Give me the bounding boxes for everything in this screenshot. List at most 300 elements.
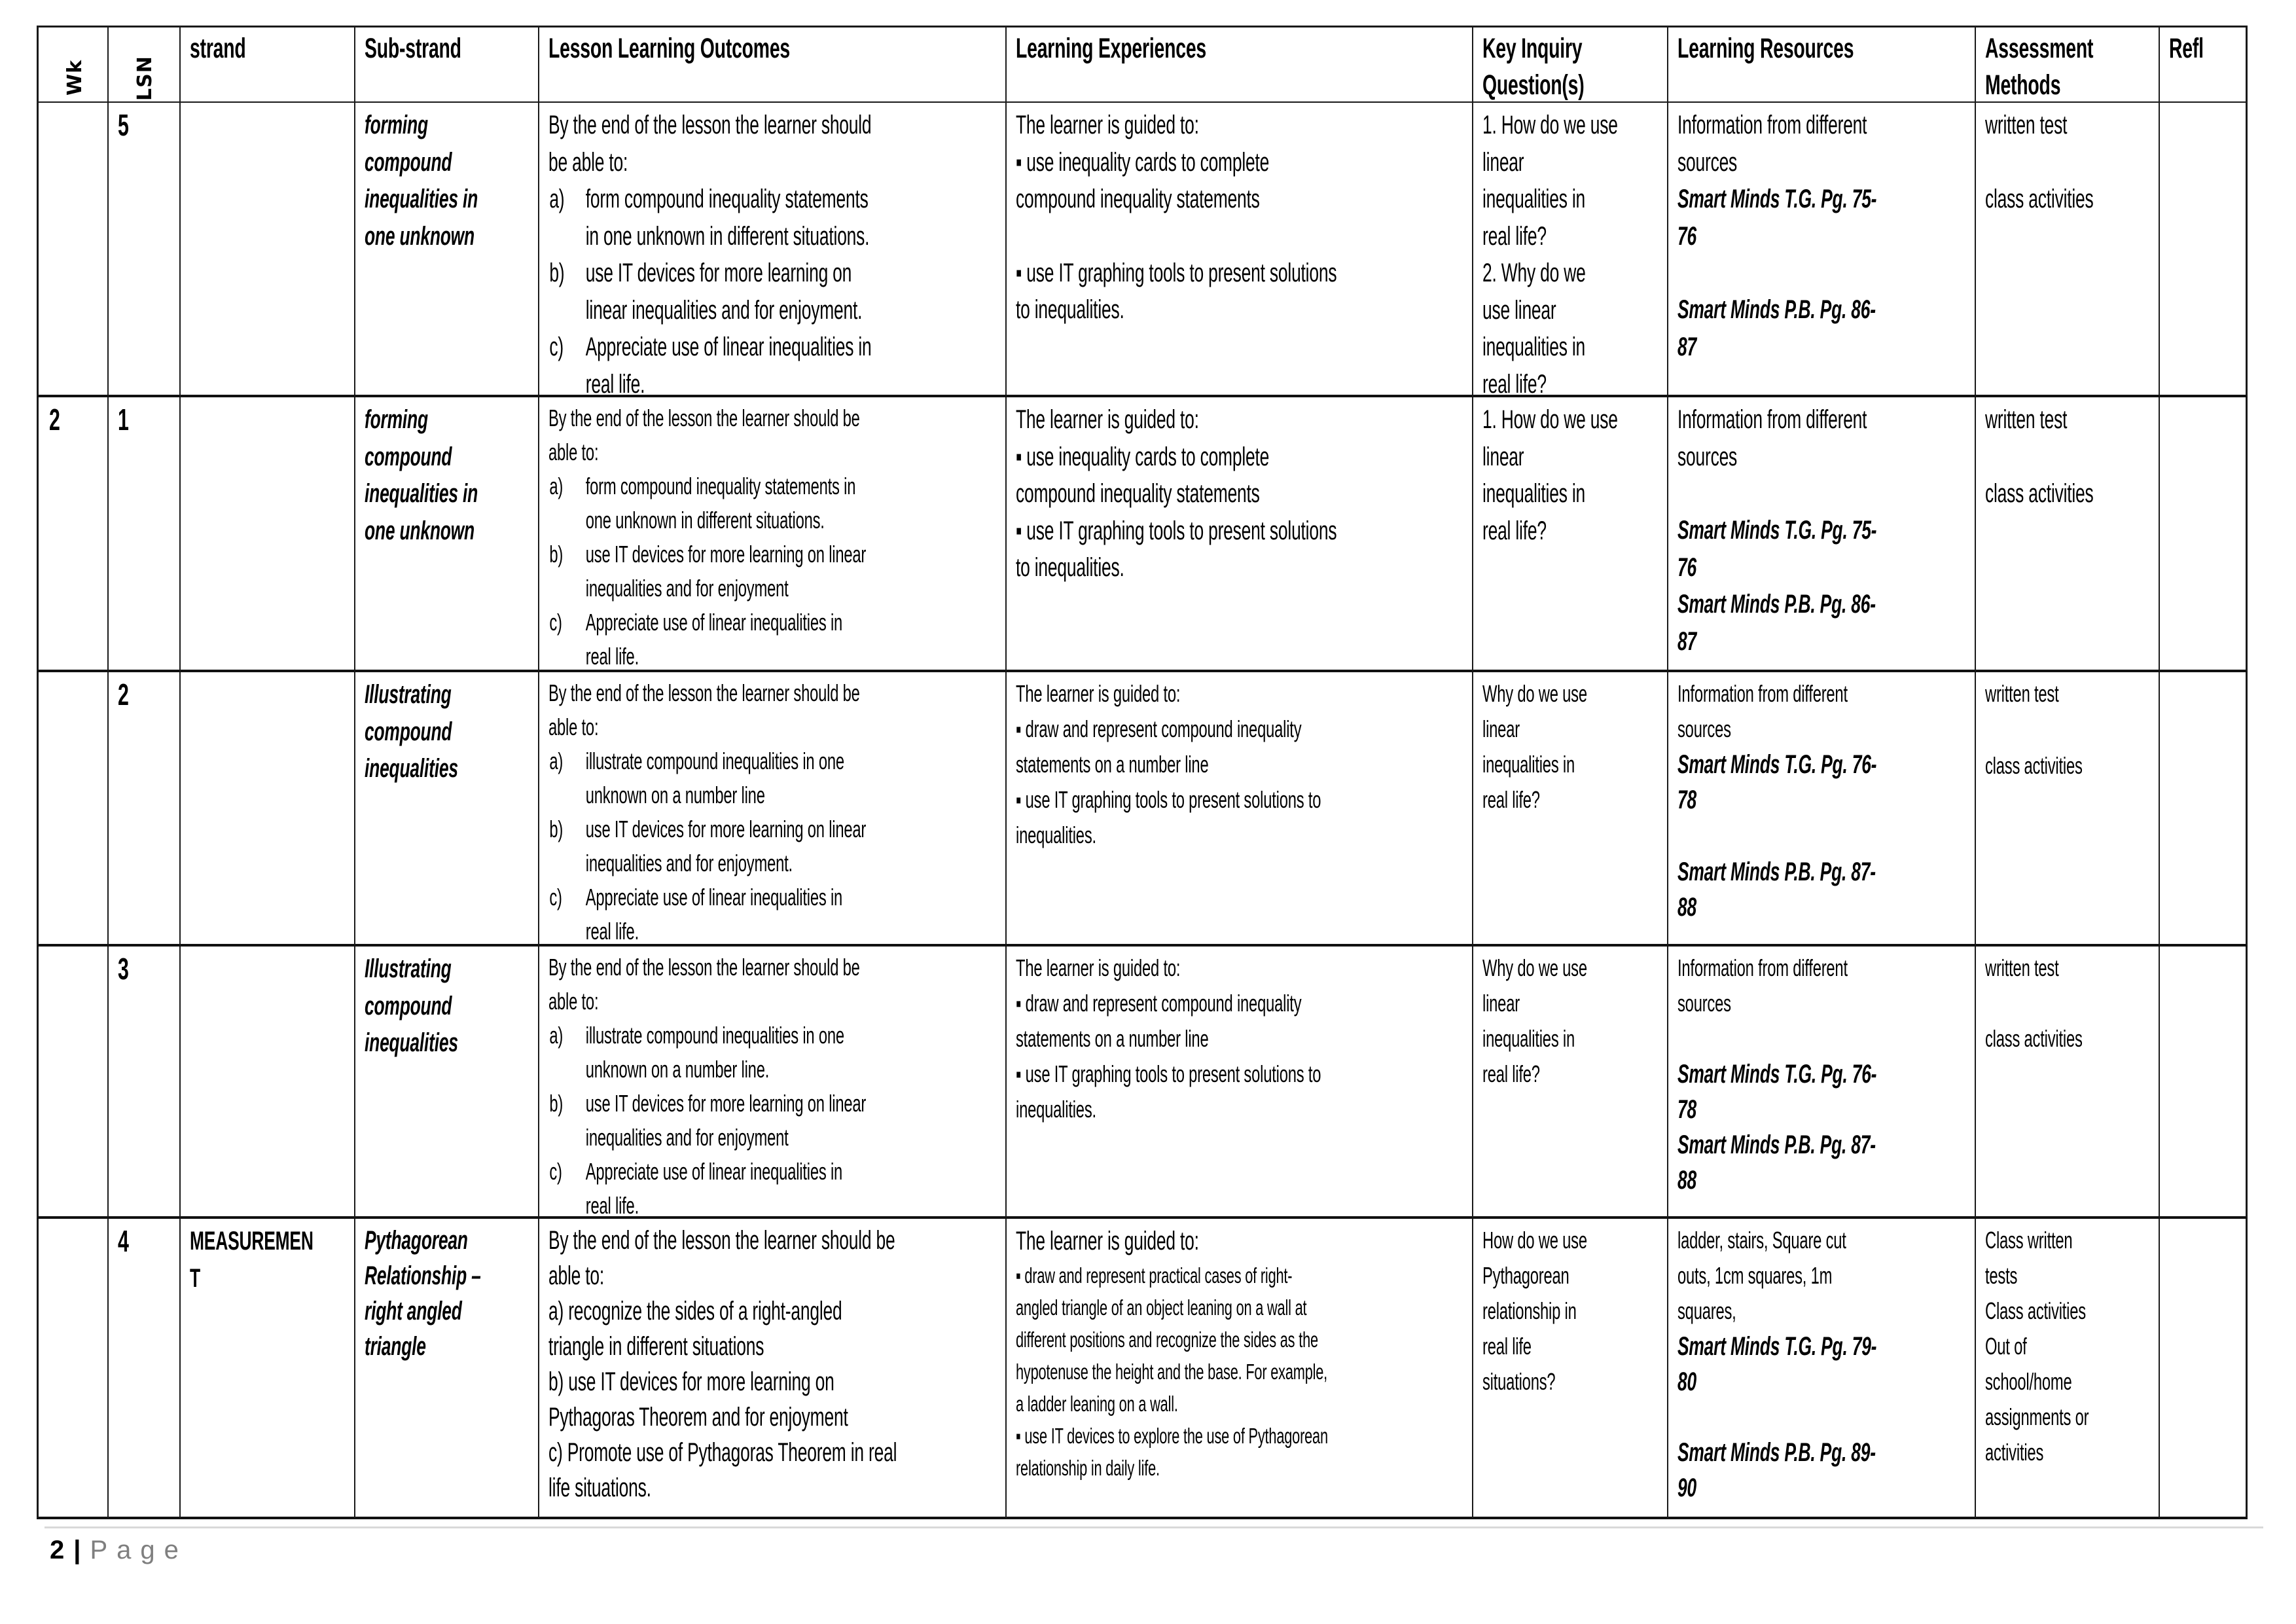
cell-text-line: compound [365, 442, 452, 471]
cell-text-line: school/home [1985, 1368, 2072, 1395]
cell-text-line: The learner is guided to: [1016, 1227, 1199, 1255]
cell-content [548, 401, 1007, 672]
cell-content [118, 950, 129, 988]
header-sub-strand-label: Sub-strand [365, 33, 461, 64]
row1-wk [37, 103, 109, 397]
cell-text-line: Information from different [1677, 111, 1867, 139]
cell-text-line: compound [365, 991, 452, 1020]
row3-lsn [109, 672, 181, 947]
cell-content [118, 401, 129, 439]
cell-content [2169, 30, 2248, 67]
cell-content [49, 401, 60, 439]
cell-text-line: compound inequality statements [1016, 185, 1260, 213]
cell-text-line: inequalities in [1482, 479, 1586, 508]
lesson-number: 4 [118, 1224, 129, 1258]
cell-text-line: ▪ use IT devices to explore the use of Pythagorean [1016, 1424, 1328, 1448]
outcome-item [548, 744, 1007, 812]
row5-assessment [1976, 1219, 2160, 1519]
row1-lsn [109, 103, 181, 397]
cell-text-line: Smart Minds P.B. Pg. 86- [1677, 590, 1876, 619]
row5-outcomes [539, 1219, 1007, 1519]
cell-text-line: ▪ use IT graphing tools to present solutions [1016, 516, 1337, 545]
cell-text-line: inequalities and for enjoyment [585, 1124, 789, 1151]
cell-text-line: written test [1985, 405, 2068, 434]
outcome-item [548, 605, 1007, 672]
cell-content [1985, 30, 2160, 103]
row1-sub-strand [355, 103, 539, 397]
cell-text-line: 78 [1677, 1095, 1696, 1124]
cell-text-line: The learner is guided to: [1016, 954, 1181, 981]
row5-strand [181, 1219, 355, 1519]
cell-text-line: ▪ use inequality cards to complete [1016, 147, 1270, 177]
cell-text-line: ▪ draw and represent compound inequality [1016, 990, 1302, 1017]
cell-text-line: ▪ use inequality cards to complete [1016, 442, 1270, 471]
row4-lsn [109, 947, 181, 1219]
cell-text-line: right angled [365, 1297, 462, 1326]
header-strand [181, 26, 355, 103]
lesson-plan-table [37, 26, 2248, 1519]
cell-text-line: real life? [1482, 1060, 1540, 1087]
cell-text-line: c) [549, 333, 564, 361]
spacer [1677, 1399, 1975, 1435]
cell-text-line: inequalities in [365, 479, 478, 508]
cell-text-line: 87 [1677, 332, 1696, 361]
cell-text-line: sources [1677, 715, 1731, 742]
cell-text-line: Smart Minds T.G. Pg. 79- [1677, 1332, 1877, 1361]
cell-text-line: forming [365, 405, 428, 434]
cell-text-line: c) Promote use of Pythagoras Theorem in real [548, 1438, 897, 1467]
cell-text-line: By the end of the lesson the learner should be [548, 1226, 895, 1255]
cell-content [548, 107, 1002, 397]
lesson-number: 3 [118, 952, 129, 986]
header-assessment [1976, 26, 2160, 103]
cell-text-line: Out of [1985, 1333, 2027, 1360]
cell-text-line: sources [1677, 990, 1731, 1017]
page-label: Page [90, 1536, 188, 1564]
row2-resources [1668, 397, 1976, 672]
cell-text-line: relationship in daily life. [1016, 1456, 1160, 1480]
row1-refl[interactable] [2160, 103, 2248, 397]
cell-text-line: Pythagoras Theorem and for enjoyment [548, 1403, 848, 1432]
cell-text-line: Smart Minds P.B. Pg. 87- [1677, 1130, 1876, 1159]
row2-refl[interactable] [2160, 397, 2248, 672]
row3-assessment [1976, 672, 2160, 947]
cell-content [1985, 107, 2160, 217]
header-outcomes-label: Lesson Learning Outcomes [548, 33, 791, 64]
cell-text-line: written test [1985, 680, 2059, 707]
header-lsn-label: LSN [134, 56, 156, 101]
row2-wk [37, 397, 109, 672]
cell-text-line: 2. Why do we [1482, 259, 1586, 287]
row2-inquiry [1473, 397, 1668, 672]
cell-text-line: inequalities and for enjoyment [585, 575, 789, 602]
lesson-number: 5 [118, 108, 129, 142]
row4-inquiry [1473, 947, 1668, 1219]
spacer [1985, 986, 2160, 1021]
cell-text-line: The learner is guided to: [1016, 405, 1199, 434]
outcome-item [548, 1087, 1007, 1155]
outcome-item [548, 537, 1007, 605]
cell-text-line: ▪ use IT graphing tools to present solutions to [1016, 786, 1321, 813]
cell-content [190, 1223, 355, 1297]
cell-text-line: form compound inequality statements [585, 185, 869, 213]
cell-text-line: Smart Minds T.G. Pg. 75- [1677, 516, 1877, 545]
header-outcomes [539, 26, 1007, 103]
spacer [1677, 475, 1975, 512]
cell-text-line: life situations. [548, 1473, 651, 1502]
spacer [1985, 144, 2160, 181]
cell-text-line: use IT devices for more learning on linear [585, 541, 867, 568]
cell-text-line: real life. [585, 1192, 639, 1219]
cell-text-line: class activities [1985, 478, 2094, 508]
cell-text-line: Illustrating [365, 954, 452, 983]
cell-text-line: compound inequality statements [1016, 479, 1260, 508]
header-refl [2160, 26, 2248, 103]
cell-content [1985, 1223, 2160, 1470]
header-lsn [109, 26, 181, 103]
cell-content [1482, 1223, 1668, 1399]
footer-divider [45, 1526, 2263, 1528]
cell-text-line: different positions and recognize the sides as the [1016, 1327, 1318, 1352]
cell-text-line: class activities [1985, 184, 2094, 213]
cell-text-line: situations? [1482, 1368, 1556, 1395]
cell-text-line: triangle [365, 1332, 426, 1361]
cell-text-line: Information from different [1677, 680, 1848, 707]
row4-sub-strand [355, 947, 539, 1219]
cell-text-line: form compound inequality statements in [585, 473, 856, 499]
cell-text-line: statements on a number line [1016, 751, 1209, 778]
row1-resources [1668, 103, 1976, 397]
cell-text-line: b) [549, 816, 564, 842]
cell-text-line: use IT devices for more learning on linear [585, 1090, 867, 1117]
cell-text-line: to inequalities. [1016, 295, 1124, 324]
outcome-item [548, 880, 1007, 947]
cell-text-line: in one unknown in different situations. [585, 221, 870, 251]
cell-text-line: Smart Minds P.B. Pg. 89- [1677, 1438, 1876, 1467]
cell-content [1482, 30, 1668, 103]
header-wk-label: Wk [63, 59, 86, 96]
cell-text-line: to inequalities. [1016, 553, 1124, 582]
row4-wk [37, 947, 109, 1219]
cell-text-line: tests [1985, 1262, 2018, 1289]
lesson-number: 2 [118, 677, 129, 712]
cell-text-line: linear inequalities and for enjoyment. [585, 295, 863, 325]
cell-text-line: c) [549, 884, 562, 911]
cell-text-line: Pythagorean [1482, 1262, 1570, 1289]
cell-text-line: sources [1677, 442, 1738, 471]
header-assessment-label-1: Assessment [1985, 33, 2094, 64]
cell-text-line: How do we use [1482, 1227, 1587, 1254]
row5-sub-strand [355, 1219, 539, 1519]
cell-text-line: c) [549, 1158, 562, 1185]
strand-label: MEASUREMEN [190, 1227, 314, 1255]
row2-assessment [1976, 397, 2160, 672]
header-refl-label: Refl [2169, 33, 2204, 64]
cell-text-line: compound [365, 717, 452, 746]
outcome-a [548, 181, 1002, 255]
spacer [1985, 712, 2160, 748]
teacher-guide-ref: Smart Minds T.G. Pg. 75- [1677, 185, 1877, 213]
row3-sub-strand [355, 672, 539, 947]
cell-text-line: inequalities in [1482, 751, 1575, 778]
week-number: 2 [49, 403, 60, 437]
cell-content [1985, 676, 2160, 784]
cell-text-line: Class activities [1985, 1297, 2086, 1324]
cell-text-line: By the end of the lesson the learner should be [548, 679, 860, 706]
cell-text-line: a) [549, 748, 564, 774]
cell-text-line: a) recognize the sides of a right-angled [548, 1297, 842, 1326]
page-footer [50, 1536, 188, 1565]
cell-content [1677, 950, 1975, 1198]
cell-content [1016, 30, 1469, 67]
cell-text-line: 1. How do we use [1482, 405, 1618, 434]
row2-strand [181, 397, 355, 672]
cell-content [118, 676, 129, 713]
header-inquiry-label-1: Key Inquiry [1482, 33, 1583, 64]
cell-text-line: use linear [1482, 295, 1556, 325]
cell-text-line: 76 [1677, 221, 1696, 251]
cell-content [548, 950, 1007, 1219]
cell-content [548, 676, 1007, 947]
cell-text-line: assignments or [1985, 1403, 2089, 1430]
row5-experiences [1007, 1219, 1473, 1519]
cell-text-line: Why do we use [1482, 954, 1587, 981]
cell-text-line: real life? [1482, 786, 1540, 813]
row5-refl[interactable] [2160, 1219, 2248, 1519]
cell-text-line: Smart Minds P.B. Pg. 87- [1677, 857, 1876, 886]
cell-text-line: hypotenuse the height and the base. For example, [1016, 1360, 1328, 1384]
cell-text-line: Appreciate use of linear inequalities in [585, 884, 843, 911]
cell-text-line: a) [549, 473, 564, 499]
cell-content [118, 1223, 129, 1260]
outcome-item [548, 812, 1007, 880]
cell-content [1985, 950, 2160, 1056]
cell-text-line: ▪ draw and represent compound inequality [1016, 715, 1302, 742]
outcome-item [548, 1019, 1007, 1087]
cell-text-line: Information from different [1677, 954, 1848, 981]
cell-text-line: real life [1482, 1333, 1532, 1360]
cell-text-line: b) [549, 259, 565, 287]
cell-text-line: written test [1985, 111, 2068, 139]
cell-text-line: one unknown in different situations. [585, 507, 825, 533]
row4-assessment [1976, 947, 2160, 1219]
row3-strand [181, 672, 355, 947]
cell-text-line: ▪ use IT graphing tools to present solutions [1016, 258, 1337, 287]
cell-text-line: 87 [1677, 626, 1696, 656]
cell-text-line: 88 [1677, 1166, 1696, 1195]
cell-content [1482, 107, 1668, 397]
header-resources-label: Learning Resources [1677, 33, 1854, 64]
cell-text-line: class activities [1985, 752, 2083, 779]
cell-content [1016, 107, 1469, 329]
spacer [1677, 1021, 1975, 1056]
cell-text-line: inequalities in [1482, 333, 1586, 361]
row2-sub-strand [355, 397, 539, 672]
row1-experiences [1007, 103, 1473, 397]
row2-outcomes [539, 397, 1007, 672]
row3-refl[interactable] [2160, 672, 2248, 947]
cell-text-line: a) [549, 185, 565, 213]
cell-content [1016, 1259, 1473, 1484]
cell-text-line: able to: [548, 439, 599, 465]
cell-content [1482, 401, 1668, 549]
cell-text-line: T [190, 1263, 200, 1293]
cell-content [118, 107, 129, 144]
row4-strand [181, 947, 355, 1219]
cell-text-line: linear [1482, 990, 1520, 1017]
outcome-c [548, 329, 1002, 397]
cell-text-line: able to: [548, 1261, 605, 1290]
cell-text-line: use IT devices for more learning on [585, 259, 852, 287]
cell-text-line: Information from different [1677, 405, 1867, 434]
cell-content [1016, 401, 1469, 586]
cell-text-line: By the end of the lesson the learner should be [548, 405, 860, 431]
cell-text-line: 88 [1677, 893, 1696, 922]
cell-text-line: real life? [1482, 516, 1547, 545]
cell-text-line: inequalities [365, 1028, 458, 1057]
cell-text-line: b) use IT devices for more learning on [548, 1367, 834, 1396]
cell-text-line: inequalities in [1482, 1025, 1575, 1052]
row1-strand [181, 103, 355, 397]
cell-text-line: sources [1677, 147, 1738, 177]
cell-content [1677, 676, 1975, 925]
cell-text-line: Appreciate use of linear inequalities in [585, 1158, 843, 1185]
cell-content [365, 1223, 539, 1364]
cell-content [1985, 401, 2160, 512]
cell-text-line: linear [1482, 147, 1524, 177]
row1-inquiry [1473, 103, 1668, 397]
cell-text-line: class activities [1985, 1025, 2083, 1052]
cell-text-line: inequalities. [1016, 821, 1096, 848]
row3-experiences [1007, 672, 1473, 947]
row2-experiences [1007, 397, 1473, 672]
cell-text-line: be able to: [548, 147, 628, 177]
header-sub-strand [355, 26, 539, 103]
row4-resources [1668, 947, 1976, 1219]
cell-text-line: 1. How do we use [1482, 111, 1618, 139]
outcome-item [548, 1155, 1007, 1219]
cell-text-line: illustrate compound inequalities in one [585, 1022, 844, 1049]
cell-text-line: one unknown [365, 221, 475, 251]
cell-text-line: 80 [1677, 1367, 1696, 1396]
row4-experiences [1007, 947, 1473, 1219]
cell-text-line: inequalities in [1482, 185, 1586, 213]
cell-text-line: inequalities. [1016, 1096, 1096, 1123]
header-experiences-label: Learning Experiences [1016, 33, 1206, 64]
row1-assessment [1976, 103, 2160, 397]
cell-text-line: ▪ use IT graphing tools to present solutions to [1016, 1060, 1321, 1087]
pupil-book-ref: Smart Minds P.B. Pg. 86- [1677, 295, 1876, 324]
cell-text-line: Pythagorean [365, 1226, 468, 1255]
cell-text-line: inequalities in [365, 185, 478, 213]
cell-text-line: b) [549, 541, 564, 568]
cell-text-line: a ladder leaning on a wall. [1016, 1392, 1178, 1416]
cell-text-line: Appreciate use of linear inequalities in [585, 609, 843, 636]
row2-lsn [109, 397, 181, 672]
cell-text-line: compound [365, 147, 452, 177]
cell-content [1677, 30, 1975, 67]
cell-content [190, 30, 354, 67]
cell-text-line: inequalities and for enjoyment. [585, 850, 793, 876]
cell-text-line: written test [1985, 954, 2059, 981]
cell-text-line: real life? [1482, 221, 1547, 251]
header-inquiry [1473, 26, 1668, 103]
row4-outcomes [539, 947, 1007, 1219]
cell-text-line: able to: [548, 713, 599, 740]
cell-text-line: The learner is guided to: [1016, 111, 1199, 139]
cell-text-line: a) [549, 1022, 564, 1049]
cell-content [1482, 676, 1668, 818]
cell-content [365, 107, 537, 255]
header-inquiry-label-2: Question(s) [1482, 69, 1585, 101]
row3-resources [1668, 672, 1976, 947]
spacer [1016, 218, 1469, 255]
cell-text-line: real life. [585, 369, 645, 397]
row5-resources [1668, 1219, 1976, 1519]
cell-text-line: ▪ draw and represent practical cases of right- [1016, 1263, 1293, 1288]
cell-text-line: The learner is guided to: [1016, 680, 1181, 707]
header-experiences [1007, 26, 1473, 103]
cell-text-line: able to: [548, 988, 599, 1015]
outcome-b [548, 255, 1002, 329]
cell-text-line: unknown on a number line [585, 782, 765, 808]
cell-content [548, 30, 1002, 67]
row4-refl[interactable] [2160, 947, 2248, 1219]
cell-text-line: linear [1482, 442, 1524, 471]
row3-wk [37, 672, 109, 947]
cell-text-line: b) [549, 1090, 564, 1117]
cell-content [1016, 676, 1473, 853]
row5-inquiry [1473, 1219, 1668, 1519]
cell-content [365, 676, 537, 787]
cell-text-line: one unknown [365, 516, 475, 545]
lesson-number: 1 [118, 403, 129, 437]
row5-lsn [109, 1219, 181, 1519]
cell-text-line: real life. [585, 643, 639, 670]
cell-text-line: Appreciate use of linear inequalities in [585, 333, 872, 361]
cell-text-line: Illustrating [365, 680, 452, 709]
cell-text-line: unknown on a number line. [585, 1056, 770, 1083]
cell-text-line: forming [365, 111, 428, 139]
footer-separator: | [73, 1536, 81, 1564]
cell-text-line: activities [1985, 1439, 2044, 1466]
cell-text-line: illustrate compound inequalities in one [585, 748, 844, 774]
cell-text-line: Why do we use [1482, 680, 1587, 707]
cell-text-line: real life. [585, 918, 639, 945]
header-resources [1668, 26, 1976, 103]
cell-text-line: outs, 1cm squares, 1m [1677, 1262, 1833, 1289]
cell-content [1677, 401, 1975, 660]
cell-text-line: By the end of the lesson the learner should be [548, 954, 860, 981]
cell-text-line: ladder, stairs, Square cut [1677, 1227, 1846, 1254]
cell-text-line: triangle in different situations [548, 1332, 764, 1361]
row3-outcomes [539, 672, 1007, 947]
cell-content [1677, 1223, 1975, 1506]
cell-text-line: 90 [1677, 1473, 1696, 1502]
cell-text-line: inequalities [365, 754, 458, 783]
cell-text-line: Smart Minds T.G. Pg. 76- [1677, 750, 1877, 779]
spacer [1985, 439, 2160, 475]
cell-text-line: 76 [1677, 552, 1696, 582]
row5-wk [37, 1219, 109, 1519]
header-assessment-label-2: Methods [1985, 69, 2061, 101]
cell-content [365, 401, 537, 549]
cell-text-line: real life? [1482, 369, 1547, 397]
cell-text-line: Class written [1985, 1227, 2073, 1254]
cell-content [365, 950, 537, 1062]
cell-text-line: squares, [1677, 1297, 1736, 1324]
cell-content [548, 1223, 1007, 1506]
